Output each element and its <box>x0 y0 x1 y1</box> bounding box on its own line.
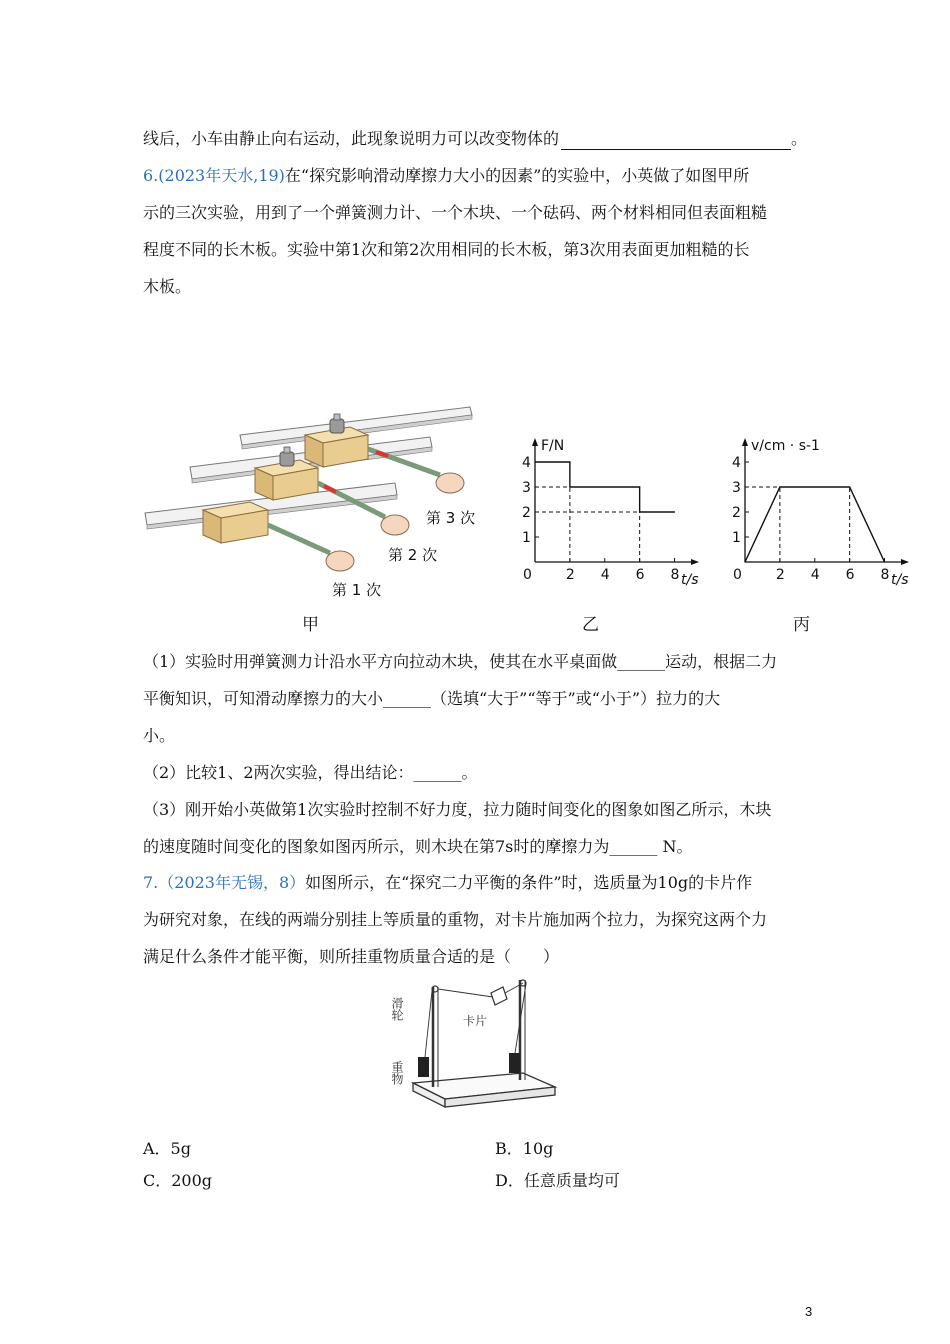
y-axis-arrow <box>742 438 748 446</box>
card <box>491 987 507 1005</box>
intro-line <box>143 128 807 150</box>
spring-scale-1 <box>268 525 330 553</box>
q6-line-2: 示的三次实验，用到了一个弹簧测力计、一个木块、一个砝码、两个材料相同但表面粗糙 <box>143 203 768 222</box>
weight-right <box>509 1053 520 1073</box>
trial-label-1: 第 1 次 <box>332 581 382 599</box>
x-tick-label: 2 <box>565 567 575 583</box>
intro-text: 线后，小车由静止向右运动，此现象说明力可以改变物体的 <box>143 129 560 148</box>
trial-label-2: 第 2 次 <box>388 546 438 564</box>
q7-number-source: 7.（2023年无锡，8） <box>143 873 306 892</box>
y-tick-label: 1 <box>732 530 741 546</box>
option-b[interactable]: B．10g <box>495 1139 554 1158</box>
caption-yi: 乙 <box>582 615 599 635</box>
page-number: 3 <box>805 1304 813 1319</box>
x-axis-arrow <box>901 559 909 565</box>
chart-bing <box>715 430 910 595</box>
label-card: 卡片 <box>463 1014 488 1028</box>
data-point <box>849 486 850 487</box>
option-a[interactable]: A．5g <box>143 1139 191 1158</box>
intro-end: 。 <box>791 129 808 148</box>
block-1 <box>203 502 268 543</box>
x-tick-label: 6 <box>845 567 855 583</box>
x-axis-label: t/s <box>681 572 699 588</box>
data-point <box>744 561 745 562</box>
x-tick-label: 0 <box>733 567 742 583</box>
q6-sub1-line-3: 小。 <box>143 726 176 745</box>
x-tick-label: 4 <box>810 567 820 583</box>
q6-sub3-line-1: （3）刚开始小英做第1次实验时控制不好力度，拉力随时间变化的图象如图乙所示，木块 <box>143 800 772 819</box>
q6-sub1-line-2: 平衡知识，可知滑动摩擦力的大小______（选填“大于”“等于”或“小于”）拉力的大 <box>143 689 721 708</box>
hand-1 <box>326 551 354 571</box>
data-point <box>534 461 535 462</box>
data-point <box>884 561 885 562</box>
trial-label-3: 第 3 次 <box>426 509 476 527</box>
data-point <box>569 486 570 487</box>
y-tick-label: 2 <box>522 505 531 521</box>
chart-yi <box>505 430 705 595</box>
q6-sub3-line-2: 的速度随时间变化的图象如图丙所示，则木块在第7s时的摩擦力为______ N。 <box>143 837 693 856</box>
data-point <box>779 486 780 487</box>
figure-balance-apparatus <box>390 975 560 1115</box>
y-axis-label: F/N <box>541 438 565 454</box>
hand-2 <box>381 515 409 535</box>
x-tick-label: 0 <box>523 567 532 583</box>
data-series-line <box>745 487 885 562</box>
y-tick-label: 3 <box>522 480 531 496</box>
x-tick-label: 4 <box>600 567 610 583</box>
answer-blank[interactable] <box>561 131 791 150</box>
data-point <box>639 511 640 512</box>
option-c[interactable]: C．200g <box>143 1171 213 1190</box>
q6-sub1-line-1: （1）实验时用弹簧测力计沿水平方向拉动木块，使其在水平桌面做______运动，根据二力 <box>143 652 778 671</box>
caption-bing: 丙 <box>793 615 810 635</box>
q6-text-1: 在“探究影响滑动摩擦力大小的因素”的实验中，小英做了如图甲所 <box>284 166 750 185</box>
y-tick-label: 3 <box>732 480 741 496</box>
x-tick-label: 8 <box>670 567 680 583</box>
x-tick-label: 2 <box>775 567 785 583</box>
q6-line-4: 木板。 <box>143 277 192 296</box>
data-point <box>674 511 675 512</box>
x-axis-arrow <box>691 559 699 565</box>
q7-line-2: 为研究对象，在线的两端分别挂上等质量的重物，对卡片施加两个拉力，为探究这两个力 <box>143 910 768 929</box>
figure-jia-apparatus <box>140 405 500 605</box>
data-point <box>639 486 640 487</box>
y-tick-label: 1 <box>522 530 531 546</box>
x-tick-label: 6 <box>635 567 645 583</box>
q7-text-1: 如图所示，在“探究二力平衡的条件”时，选质量为10g的卡片作 <box>305 873 753 892</box>
data-point <box>569 461 570 462</box>
y-tick-label: 4 <box>522 455 531 471</box>
y-tick-label: 2 <box>732 505 741 521</box>
label-weight: 重物 <box>390 1061 404 1085</box>
caption-jia: 甲 <box>302 615 319 635</box>
y-axis-label: v/cm · s-1 <box>751 438 820 454</box>
hand-3 <box>436 473 464 493</box>
x-tick-label: 8 <box>880 567 890 583</box>
label-pulley: 滑轮 <box>390 997 404 1021</box>
q7-line-3: 满足什么条件才能平衡，则所挂重物质量合适的是（ ） <box>143 947 560 966</box>
x-axis-label: t/s <box>891 572 909 588</box>
y-tick-label: 4 <box>732 455 741 471</box>
q6-number-source: 6.(2023年天水,19) <box>143 166 285 185</box>
q7-line-1 <box>143 872 752 894</box>
data-series-line <box>535 462 675 512</box>
q6-line-1 <box>143 165 749 187</box>
weight-left <box>418 1057 429 1077</box>
q6-line-3: 程度不同的长木板。实验中第1次和第2次用相同的长木板，第3次用表面更加粗糙的长 <box>143 240 750 259</box>
q6-sub2: （2）比较1、2两次实验，得出结论：______。 <box>143 763 478 782</box>
y-axis-arrow <box>532 438 538 446</box>
option-d[interactable]: D．任意质量均可 <box>495 1171 620 1190</box>
